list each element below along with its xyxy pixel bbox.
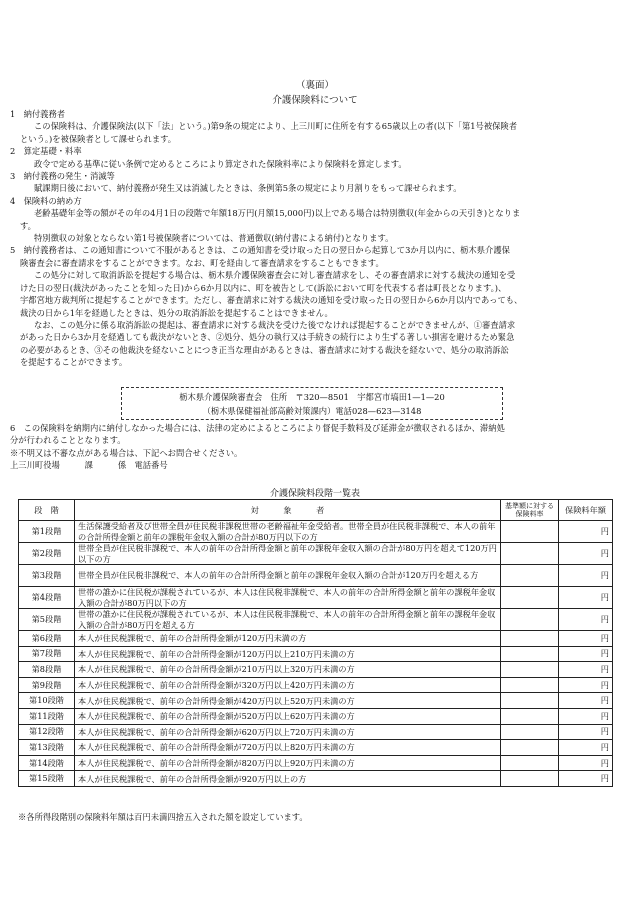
table-title: 介護保険料段階一覧表 — [269, 489, 360, 499]
rate-cell — [501, 543, 559, 565]
section-3-title: 3 納付義務の発生・消滅等 — [10, 171, 115, 182]
target-cell: 本人が住民税課税で、前年の合計所得金額が720万円以上820万円未満の方 — [75, 740, 501, 756]
table-row — [19, 724, 613, 740]
section-5-text: けた日の翌日(裁決があったことを知った日)から6か月以内に、町を被告として(訴訟において町を代表する者は町長となります。)、 — [20, 282, 507, 293]
table-row — [19, 565, 613, 587]
section-4-text: 老齢基礎年金等の額がその年の4月1日の段階で年額18万円(月額15,000円)以上である場合は特別徴収(年金からの天引き)となりま — [34, 208, 521, 219]
header-rate: 基準額に対する保険料率 — [501, 500, 559, 521]
section-6 — [10, 422, 612, 472]
amount-cell: 円 — [559, 708, 613, 724]
section-6-text: 分が行われることとなります。 — [10, 435, 126, 446]
level-cell: 第12段階 — [19, 724, 75, 740]
table-row — [19, 677, 613, 693]
amount-cell: 円 — [559, 677, 613, 693]
amount-cell: 円 — [559, 543, 613, 565]
level-cell: 第13段階 — [19, 740, 75, 756]
section-4-text: 特別徴収の対象とならない第1号被保険者については、普通徴収(納付書による納付)となります。 — [34, 233, 394, 244]
rate-cell — [501, 724, 559, 740]
section-3-text: 賦課期日後において、納付義務が発生又は消滅したときは、条例第5条の規定により月割りをもって課せられます。 — [34, 183, 462, 194]
rate-cell — [501, 708, 559, 724]
rate-cell — [501, 609, 559, 631]
table-row — [19, 631, 613, 647]
amount-cell: 円 — [559, 587, 613, 609]
section-5-text: 5 納付義務者は、この通知書について不服があるときは、この通知書を受け取った日の翌日から起算して3か月以内に、栃木県介護保 — [10, 245, 510, 256]
table-row — [19, 543, 613, 565]
inquiry-note: ※不明又は不審な点がある場合は、下記へお問合せください。 — [10, 447, 243, 458]
target-cell: 本人が住民税課税で、前年の合計所得金額が520万円以上620万円未満の方 — [75, 708, 501, 724]
amount-cell: 円 — [559, 771, 613, 787]
target-cell: 本人が住民税課税で、前年の合計所得金額が320万円以上420万円未満の方 — [75, 677, 501, 693]
section-5-text: を提起することができます。 — [20, 357, 128, 368]
rate-cell — [501, 565, 559, 587]
section-6-text: 6 この保険料を納期内に納付しなかった場合には、法律の定めによるところにより督促手数料及び延滞金が徴収されるほか、滞納処 — [10, 423, 505, 433]
rate-cell — [501, 521, 559, 543]
section-5-text: があった日から3か月を経過しても裁決がないとき、②処分、処分の執行又は手続きの続行により生ずる著しい損害を避けるため緊急 — [20, 332, 515, 343]
level-cell: 第4段階 — [19, 587, 75, 609]
level-cell: 第11段階 — [19, 708, 75, 724]
appeal-contact-box — [121, 387, 503, 420]
target-cell: 世帯の誰かに住民税が課税されているが、本人は住民税非課税で、本人の前年の合計所得金額と前年の課税年金収入額の合計が80万円以下の方 — [75, 587, 501, 609]
amount-cell: 円 — [559, 693, 613, 709]
amount-cell: 円 — [559, 609, 613, 631]
target-cell: 世帯全員が住民税非課税で、本人の前年の合計所得金額と前年の課税年金収入額の合計が120万円を超える方 — [75, 565, 501, 587]
rate-cell — [501, 662, 559, 678]
rate-cell — [501, 587, 559, 609]
level-cell: 第1段階 — [19, 521, 75, 543]
table-header-row — [19, 500, 613, 521]
section-5-text: なお、この処分に係る取消訴訟の提起は、審査請求に対する裁決を受けた後でなければ提起することができませんが、①審査請求 — [34, 319, 516, 330]
rate-cell — [501, 631, 559, 647]
level-cell: 第7段階 — [19, 646, 75, 662]
header-target: 対 象 者 — [75, 500, 501, 521]
section-1-title: 1 納付義務者 — [10, 109, 66, 119]
level-cell: 第5段階 — [19, 609, 75, 631]
target-cell: 本人が住民税課税で、前年の合計所得金額が210万円以上320万円未満の方 — [75, 662, 501, 678]
page-title: 介護保険料について — [272, 95, 358, 106]
amount-cell: 円 — [559, 565, 613, 587]
appeal-address: 栃木県介護保険審査会 住所 〒320—8501 宇都宮市塙田1—1—20 — [179, 392, 445, 402]
amount-cell: 円 — [559, 755, 613, 771]
table-row — [19, 587, 613, 609]
side-label: （裏面） — [295, 80, 334, 91]
level-cell: 第14段階 — [19, 755, 75, 771]
section-2-title: 2 算定基礎・料率 — [10, 146, 82, 157]
table-row — [19, 771, 613, 787]
amount-cell: 円 — [559, 646, 613, 662]
target-cell: 本人が住民税課税で、前年の合計所得金額が820万円以上920万円未満の方 — [75, 755, 501, 771]
amount-cell: 円 — [559, 521, 613, 543]
header-amount: 保険料年額 — [559, 500, 613, 521]
level-cell: 第6段階 — [19, 631, 75, 647]
section-1-text: この保険料は、介護保険法(以下「法」という。)第9条の規定により、上三川町に住所を有する65歳以上の者(以下「第1号被保険者 — [34, 121, 518, 132]
level-cell: 第8段階 — [19, 662, 75, 678]
section-2-text: 政令で定める基準に従い条例で定めるところにより算定された保険料率により保険料を算定します。 — [34, 158, 407, 169]
level-cell: 第15段階 — [19, 771, 75, 787]
section-5-text: の必要があるとき、③その他裁決を経ないことにつき正当な理由があるときは、審査請求に対する裁決を経ないで、処分の取消訴訟 — [20, 344, 509, 355]
section-1-text: という。)を被保険者として課せられます。 — [20, 133, 177, 144]
rate-cell — [501, 693, 559, 709]
rate-cell — [501, 755, 559, 771]
rate-cell — [501, 771, 559, 787]
appeal-phone: （栃木県保健福祉部高齢対策課内）電話028—623—3148 — [202, 406, 422, 416]
header-level: 段 階 — [19, 500, 75, 521]
rate-cell — [501, 646, 559, 662]
amount-cell: 円 — [559, 740, 613, 756]
table-row — [19, 662, 613, 678]
section-5-text: 険審査会に審査請求をすることができます。なお、町を経由して審査請求をすることもできます。 — [20, 257, 384, 268]
table-row — [19, 693, 613, 709]
section-5-text: 宇都宮地方裁判所に提起することができます。ただし、審査請求に対する裁決の通知を受け取った日の翌日から6か月以内であっても、 — [20, 295, 523, 306]
level-cell: 第10段階 — [19, 693, 75, 709]
table-row — [19, 521, 613, 543]
premium-level-table — [18, 499, 613, 787]
rate-cell — [501, 677, 559, 693]
sections-body — [10, 108, 612, 369]
amount-cell: 円 — [559, 631, 613, 647]
table-footnote: ※各所得段階別の保険料年額は百円未満四捨五入された額を設定しています。 — [18, 812, 308, 822]
section-4-title: 4 保険料の納め方 — [10, 195, 82, 206]
level-cell: 第2段階 — [19, 543, 75, 565]
table-row — [19, 740, 613, 756]
section-4-text: す。 — [20, 220, 36, 231]
table-row — [19, 755, 613, 771]
level-cell: 第3段階 — [19, 565, 75, 587]
table-row — [19, 708, 613, 724]
table-row — [19, 609, 613, 631]
amount-cell: 円 — [559, 724, 613, 740]
target-cell: 本人が住民税課税で、前年の合計所得金額が920万円以上の方 — [75, 771, 501, 787]
target-cell: 本人が住民税課税で、前年の合計所得金額が620万円以上720万円未満の方 — [75, 724, 501, 740]
rate-cell — [501, 740, 559, 756]
target-cell: 本人が住民税課税で、前年の合計所得金額が420万円以上520万円未満の方 — [75, 693, 501, 709]
target-cell: 生活保護受給者及び世帯全員が住民税非課税世帯の老齢福祉年金受給者。世帯全員が住民税非課税で、本人の前年の合計所得金額と前年の課税年金収入額の合計が80万円以下の方 — [75, 521, 501, 543]
target-cell: 世帯の誰かに住民税が課税されているが、本人は住民税非課税で、本人の前年の合計所得金額と前年の課税年金収入額の合計が80万円を超える方 — [75, 609, 501, 631]
table-row — [19, 646, 613, 662]
section-5-text: 裁決の日から1年を経過したときは、処分の取消訴訟を提起することはできません。 — [20, 307, 333, 318]
amount-cell: 円 — [559, 662, 613, 678]
level-cell: 第9段階 — [19, 677, 75, 693]
target-cell: 本人が住民税課税で、前年の合計所得金額が120万円以上210万円未満の方 — [75, 646, 501, 662]
contact-line: 上三川町役場 課 係 電話番号 — [10, 460, 168, 471]
target-cell: 本人が住民税課税で、前年の合計所得金額が120万円未満の方 — [75, 631, 501, 647]
target-cell: 世帯全員が住民税非課税で、本人の前年の合計所得金額と前年の課税年金収入額の合計が80万円を超えて120万円以下の方 — [75, 543, 501, 565]
section-5-text: この処分に対して取消訴訟を提起する場合は、栃木県介護保険審査会に対し審査請求をし、その審査請求に対する裁決の通知を受 — [34, 270, 516, 281]
